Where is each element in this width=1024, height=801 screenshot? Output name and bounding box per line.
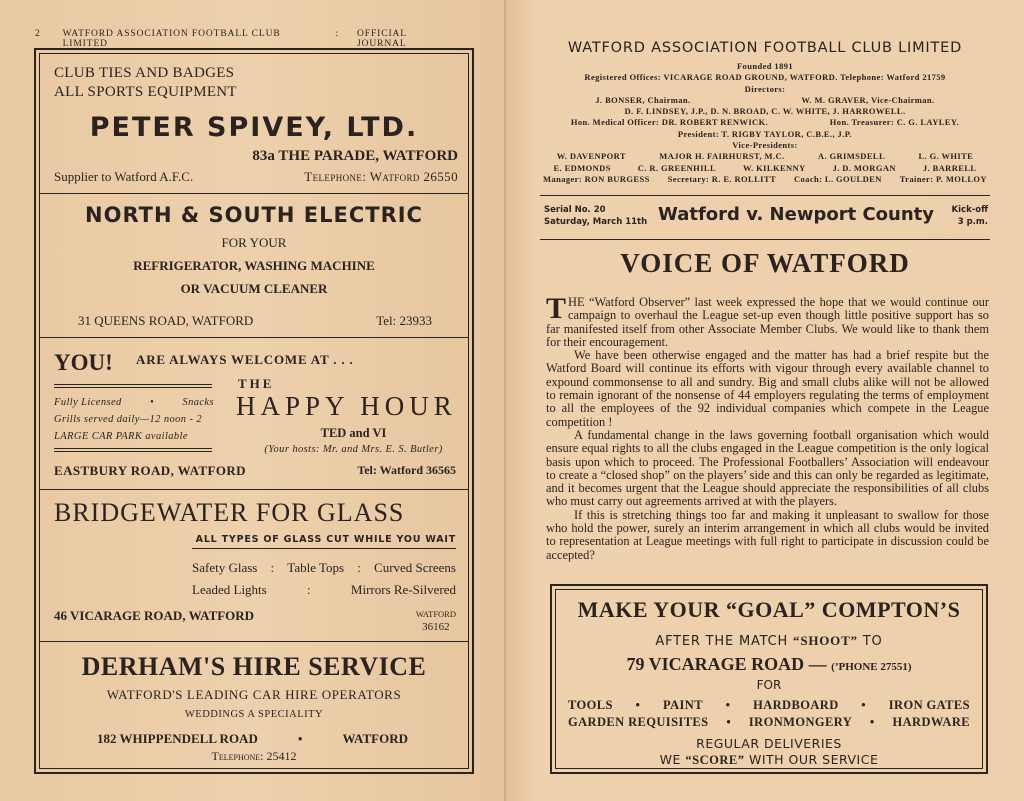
vice-president: J. BARRELL [922, 162, 977, 173]
bullet-icon: • [726, 715, 732, 729]
vice-presidents-row [540, 151, 990, 162]
chairmen-row [540, 95, 990, 106]
happy-name: HAPPY HOUR [236, 391, 457, 421]
bridgewater-phone [416, 608, 456, 634]
electric-address: 31 QUEENS ROAD, WATFORD [78, 313, 254, 328]
feature-text: Grills served daily—12 noon - 2 [54, 414, 203, 425]
left-page [0, 0, 506, 801]
running-head-separator: : [335, 29, 340, 39]
feature-row [54, 428, 214, 445]
happy-the: THE [238, 376, 275, 391]
item: GARDEN REQUISITES [568, 715, 709, 729]
address: 79 VICARAGE ROAD — [626, 654, 827, 674]
registered-offices: Registered Offices: VICARAGE ROAD GROUND, WATFORD. Telephone: Watford 21759 [584, 72, 946, 83]
ad-peter-spivey [40, 54, 468, 194]
spivey-tagline [54, 64, 237, 102]
spivey-address: 83a THE PARADE, WATFORD [252, 148, 458, 164]
compton-address [556, 654, 982, 675]
article-body [546, 292, 989, 562]
item: IRONMONGERY [748, 715, 853, 729]
running-head-title: WATFORD ASSOCIATION FOOTBALL CLUB LIMITED [62, 29, 281, 49]
feature-text: Fully Licensed [54, 397, 122, 408]
trainer: Trainer: P. MOLLOY [899, 173, 987, 184]
ad-happy-hour [40, 338, 468, 490]
feature-text: Snacks [182, 397, 214, 408]
spivey-line2: ALL SPORTS EQUIPMENT [54, 84, 237, 100]
ad-comptons [550, 584, 988, 774]
derham-telephone: Telephone: 25412 [211, 749, 297, 763]
vice-presidents-label: Vice-Presidents: [732, 140, 798, 151]
derham-line2: WEDDINGS A SPECIALITY [184, 709, 324, 720]
compton-line1 [556, 633, 982, 649]
text: WITH OUR SERVICE [748, 752, 879, 767]
electric-footer [78, 313, 432, 329]
separator: : [357, 560, 361, 575]
text: AFTER THE MATCH [655, 634, 789, 649]
happy-host-names: TED and VI [320, 426, 387, 440]
treasurer: Hon. Treasurer: C. G. LAYLEY. [829, 117, 960, 128]
item: HARDBOARD [753, 698, 839, 712]
spivey-line1: CLUB TIES AND BADGES [54, 65, 235, 81]
happy-hosts: (Your hosts: Mr. and Mrs. E. S. Butler) [264, 444, 443, 455]
vice-president: W. DAVENPORT [556, 151, 626, 162]
bullet-icon: • [150, 397, 155, 408]
derham-town: WATFORD [342, 731, 408, 746]
happy-you: YOU! [54, 350, 113, 375]
directors-label: Directors: [744, 83, 786, 94]
match-date: Saturday, March 11th [544, 217, 648, 227]
service-item: Curved Screens [374, 560, 456, 575]
feature-row [54, 394, 214, 411]
kickoff-label: Kick-off [951, 205, 988, 215]
separator: : [307, 582, 311, 597]
directors: D. F. LINDSEY, J.P., D. N. BROAD, C. W. WHITE, J. HARROWELL. [624, 106, 906, 117]
spivey-supplier: Supplier to Watford A.F.C. [54, 169, 194, 184]
kickoff [952, 204, 988, 228]
deliveries: REGULAR DELIVERIES [696, 736, 842, 751]
service-item: Safety Glass [192, 560, 258, 575]
bridgewater-name: BRIDGEWATER FOR GLASS [54, 498, 405, 527]
kickoff-time: 3 p.m. [957, 217, 988, 227]
bullet-icon: • [297, 731, 303, 746]
ad-bridgewater [40, 490, 468, 642]
serial-number: Serial No. 20 [544, 205, 606, 215]
bullet-icon: • [725, 698, 731, 712]
compton-items-2 [568, 715, 970, 730]
vice-chairman: W. M. GRAVER, Vice-Chairman. [801, 94, 935, 105]
score-line [556, 752, 982, 768]
bullet-icon: • [869, 715, 875, 729]
president: President: T. RIGBY TAYLOR, C.B.E., J.P. [677, 128, 853, 139]
medical-officer: Hon. Medical Officer: DR. ROBERT RENWICK. [570, 117, 769, 128]
item: PAINT [662, 698, 703, 712]
service-item: Table Tops [287, 560, 345, 575]
advertisements-frame [34, 48, 474, 774]
double-rule [54, 384, 212, 388]
electric-line3: OR VACUUM CLEANER [180, 281, 328, 296]
chairman: J. BONSER, Chairman. [595, 94, 691, 105]
service-item: Leaded Lights [192, 582, 267, 597]
bullet-icon: • [861, 698, 867, 712]
electric-tel: Tel: 23933 [376, 313, 432, 328]
manager: Manager: RON BURGESS [543, 173, 650, 184]
running-head-journal: OFFICIAL JOURNAL [357, 29, 407, 49]
item: TOOLS [568, 698, 613, 712]
derham-name: DERHAM'S HIRE SERVICE [81, 652, 427, 681]
electric-name: NORTH & SOUTH ELECTRIC [85, 203, 423, 227]
article-paragraph [546, 292, 989, 349]
phone-label: WATFORD [415, 609, 456, 619]
article-title: VOICE OF WATFORD [620, 248, 910, 278]
item: IRON GATES [888, 698, 970, 712]
page-number: 2 [35, 29, 41, 39]
feature-text: LARGE CAR PARK available [54, 431, 188, 442]
bridgewater-services-1 [192, 560, 456, 576]
staff-row [540, 174, 990, 185]
founded: Founded 1891 [736, 61, 794, 71]
text: WE [659, 752, 681, 767]
compton-items-1 [568, 698, 970, 713]
text-bold: “SCORE” [685, 753, 745, 767]
article-paragraph: If this is stretching things too far and making it unpleasant to swallow for those who hold the power, surely an interim arrangement in which all clubs would be invited to representation at League meetings with full right to participate in discussion could be accepted? [546, 507, 989, 562]
ad-derham [40, 642, 468, 772]
happy-features [54, 394, 214, 445]
derham-line1: WATFORD'S LEADING CAR HIRE OPERATORS [106, 687, 402, 702]
officers-row [540, 117, 990, 128]
article-paragraph: A fundamental change in the laws governing football organisation which would ensure equal rights to all the clubs engaged in the League competition is the only logical basis upon which to proceed. The Professional Footballers’ Association will endeavour to create a “closed shop” on the players’ side and this can only be regarded as legitimate, and it becomes urgent that the League should appreciate the responsibilities of all clubs who must carry out agreements arrived at with the players. [546, 427, 989, 509]
vice-president: MAJOR H. FAIRHURST, M.C. [659, 151, 785, 162]
ad-north-south-electric [40, 194, 468, 338]
happy-welcome: ARE ALWAYS WELCOME AT . . . [136, 352, 354, 367]
compton-deliveries [556, 736, 982, 768]
coach: Coach: L. GOULDEN [793, 173, 882, 184]
separator: : [270, 560, 275, 575]
secretary: Secretary: R. E. ROLLITT [667, 173, 777, 184]
vice-president: L. G. WHITE [918, 151, 974, 162]
happy-address: EASTBURY ROAD, WATFORD [54, 463, 246, 478]
happy-tel: Tel: Watford 36565 [357, 463, 456, 477]
bullet-icon: • [635, 698, 641, 712]
vice-president: A. GRIMSDELL [817, 151, 886, 162]
service-item: Mirrors Re-Silvered [350, 582, 456, 597]
paragraph-text: HE “Watford Observer” last week expressed the hope that we would continue our campaign to overhaul the League set-up even though little positive support has so far manifested itself from other Associate Member Clubs. We would like to thank them for their encouragement. [546, 295, 989, 349]
vice-presidents-row [540, 163, 990, 174]
drop-cap: T [546, 292, 567, 325]
feature-row [54, 411, 214, 428]
vice-president: J. D. MORGAN [832, 162, 896, 173]
vice-president: W. KILKENNY [742, 162, 806, 173]
match-serial [544, 204, 647, 228]
compton-headline: MAKE YOUR “GOAL” COMPTON’S [577, 597, 961, 622]
bridgewater-services-2 [192, 582, 456, 598]
club-title: WATFORD ASSOCIATION FOOTBALL CLUB LIMITED [567, 40, 963, 56]
derham-road: 182 WHIPPENDELL ROAD [97, 731, 258, 746]
vice-president: C. R. GREENHILL [637, 162, 717, 173]
text-bold: “SHOOT” [793, 633, 858, 648]
compton-for: FOR [756, 678, 782, 692]
electric-line1: FOR YOUR [221, 235, 287, 250]
electric-line2: REFRIGERATOR, WASHING MACHINE [133, 258, 375, 273]
spivey-telephone: Telephone: Watford 26550 [304, 169, 458, 184]
spivey-name: PETER SPIVEY, LTD. [89, 112, 419, 143]
phone-number: 36162 [422, 621, 450, 633]
bridgewater-tagline: ALL TYPES OF GLASS CUT WHILE YOU WAIT [192, 534, 456, 549]
article-paragraph: We have been otherwise engaged and the matter has had a brief respite but the Watford Board will continue its efforts with vigour through every available channel to expound commonsense to all and sundry. Big and small clubs alike will not be allowed to remain ignorant of the nonsense of 44 employers regulating the terms of employment to all the employees of the 92 individual companies which compete in the League competition ! [546, 348, 989, 429]
derham-address [97, 731, 408, 747]
match-bar [540, 195, 990, 240]
phone: (’PHONE 27551) [831, 661, 912, 673]
running-head [35, 29, 455, 49]
match-fixture: Watford v. Newport County [658, 204, 935, 225]
club-officers [540, 61, 990, 185]
text: TO [862, 634, 883, 649]
double-rule [54, 448, 212, 452]
bridgewater-address: 46 VICARAGE ROAD, WATFORD [54, 608, 255, 623]
vice-president: E. EDMONDS [553, 162, 611, 173]
item: HARDWARE [892, 715, 970, 729]
